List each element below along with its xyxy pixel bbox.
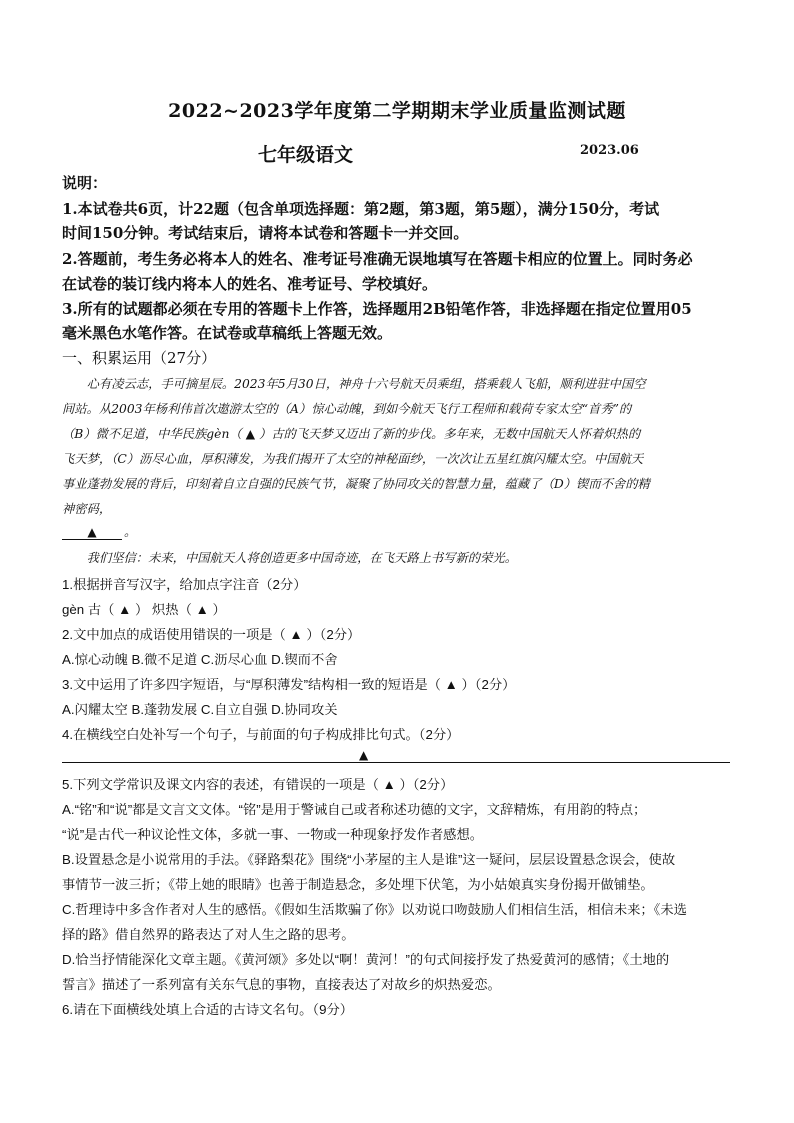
question-6: 6.请在下面横线处填上合适的古诗文名句。（9分）: [62, 1002, 354, 1017]
question-5: 5.下列文学常识及课文内容的表述，有错误的一项是（ ▲ ）（2分）: [62, 777, 454, 792]
passage-line: 神密码，: [62, 502, 112, 516]
passage-line: 间站。从2003年杨利伟首次遨游太空的（A）惊心动魄，到如今航天飞行工程师和载荷专家太空“首秀”的: [62, 402, 632, 416]
passage-blank: [62, 522, 732, 540]
instructions-heading: 说明：: [62, 174, 108, 192]
instruction-line: 时间150分钟。考试结束后，请将本试卷和答题卡一并交回。: [62, 224, 469, 242]
question-2: 2.文中加点的成语使用错误的一项是（ ▲ ）（2分）: [62, 627, 361, 642]
question-5-option-line: A.“铭”和“说”都是文言文文体。“铭”是用于警诫自己或者称述功德的文字，文辞精炼，有用韵的特点；: [62, 802, 647, 817]
question-1-answer: gèn 古（ ▲ ） 炽热（ ▲ ）: [62, 602, 226, 617]
instruction-line: 1.本试卷共6页，计22题（包含单项选择题：第2题，第3题，第5题），满分150分，考试: [62, 200, 660, 218]
answer-line: [62, 762, 730, 763]
instruction-line: 在试卷的装订线内将本人的姓名、准考证号、学校填好。: [62, 275, 438, 293]
passage-line: 飞天梦，（C）沥尽心血，厚积薄发，为我们揭开了太空的神秘面纱，一次次让五星红旗闪耀太空。中国航天: [62, 452, 644, 466]
passage-line: （B）微不足道，中华民族gèn（ ▲ ）古的飞天梦又迈出了新的步伐。多年来，无数中国航天人怀着炽热的: [62, 427, 641, 441]
instruction-line: 3.所有的试题都必须在专用的答题卡上作答，选择题用2B铅笔作答，非选择题在指定位置用05: [62, 300, 692, 318]
exam-title: 2022~2023学年度第二学期期末学业质量监测试题: [168, 100, 626, 122]
instruction-line: 2.答题前，考生务必将本人的姓名、准考证号准确无误地填写在答题卡相应的位置上。同时务必: [62, 250, 693, 268]
question-3: 3.文中运用了许多四字短语，与“厚积薄发”结构相一致的短语是（ ▲ ）（2分）: [62, 677, 516, 692]
question-2-options: A.惊心动魄 B.微不足道 C.沥尽心血 D.锲而不舍: [62, 652, 338, 667]
passage-line: 心有凌云志，手可摘星辰。2023年5月30日，神舟十六号航天员乘组，搭乘载人飞船，顺利进驻中国空: [62, 377, 646, 391]
question-5-option-line: “说”是古代一种议论性文体，多就一事、一物或一种现象抒发作者感想。: [62, 827, 484, 842]
question-5-option-line: D.恰当抒情能深化文章主题。《黄河颂》多处以“啊！黄河！”的句式间接抒发了热爱黄河的感情；《土地的: [62, 952, 670, 967]
passage-line: 事业蓬勃发展的背后，印刻着自立自强的民族气节，凝聚了协同攻关的智慧力量，蕴藏了（D）锲而不舍的精: [62, 477, 650, 491]
question-4: 4.在横线空白处补写一个句子，与前面的句子构成排比句式。（2分）: [62, 727, 460, 742]
answer-blank: ▲: [62, 525, 122, 540]
section-heading: 一、积累运用（27分）: [62, 349, 217, 367]
blank-tail: 。: [124, 525, 137, 539]
question-5-option-line: 誓言》描述了一系列富有关东气息的事物，直接表达了对故乡的炽热爱恋。: [62, 977, 501, 992]
passage-end: 我们坚信：未来，中国航天人将创造更多中国奇迹，在飞天路上书写新的荣光。: [62, 551, 517, 565]
question-5-option-line: C.哲理诗中多含作者对人生的感悟。《假如生活欺骗了你》以劝说口吻鼓励人们相信生活，相信未来；《未选: [62, 902, 687, 917]
question-5-option-line: B.设置悬念是小说常用的手法。《驿路梨花》围绕“小茅屋的主人是谁”这一疑问，层层设置悬念误会，使故: [62, 852, 676, 867]
question-5-option-line: 择的路》借自然界的路表达了对人生之路的思考。: [62, 927, 355, 942]
exam-date: 2023.06: [580, 143, 639, 158]
question-5-option-line: 事情节一波三折；《带上她的眼睛》也善于制造悬念，多处埋下伏笔，为小姑娘真实身份揭开做铺垫。: [62, 877, 654, 892]
answer-marker: ▲: [359, 748, 369, 762]
exam-subtitle: 七年级语文: [258, 144, 354, 166]
question-3-options: A.闪耀太空 B.蓬勃发展 C.自立自强 D.协同攻关: [62, 702, 338, 717]
instruction-line: 毫米黑色水笔作答。在试卷或草稿纸上答题无效。: [62, 324, 393, 342]
question-1: 1.根据拼音写汉字，给加点字注音（2分）: [62, 577, 307, 592]
